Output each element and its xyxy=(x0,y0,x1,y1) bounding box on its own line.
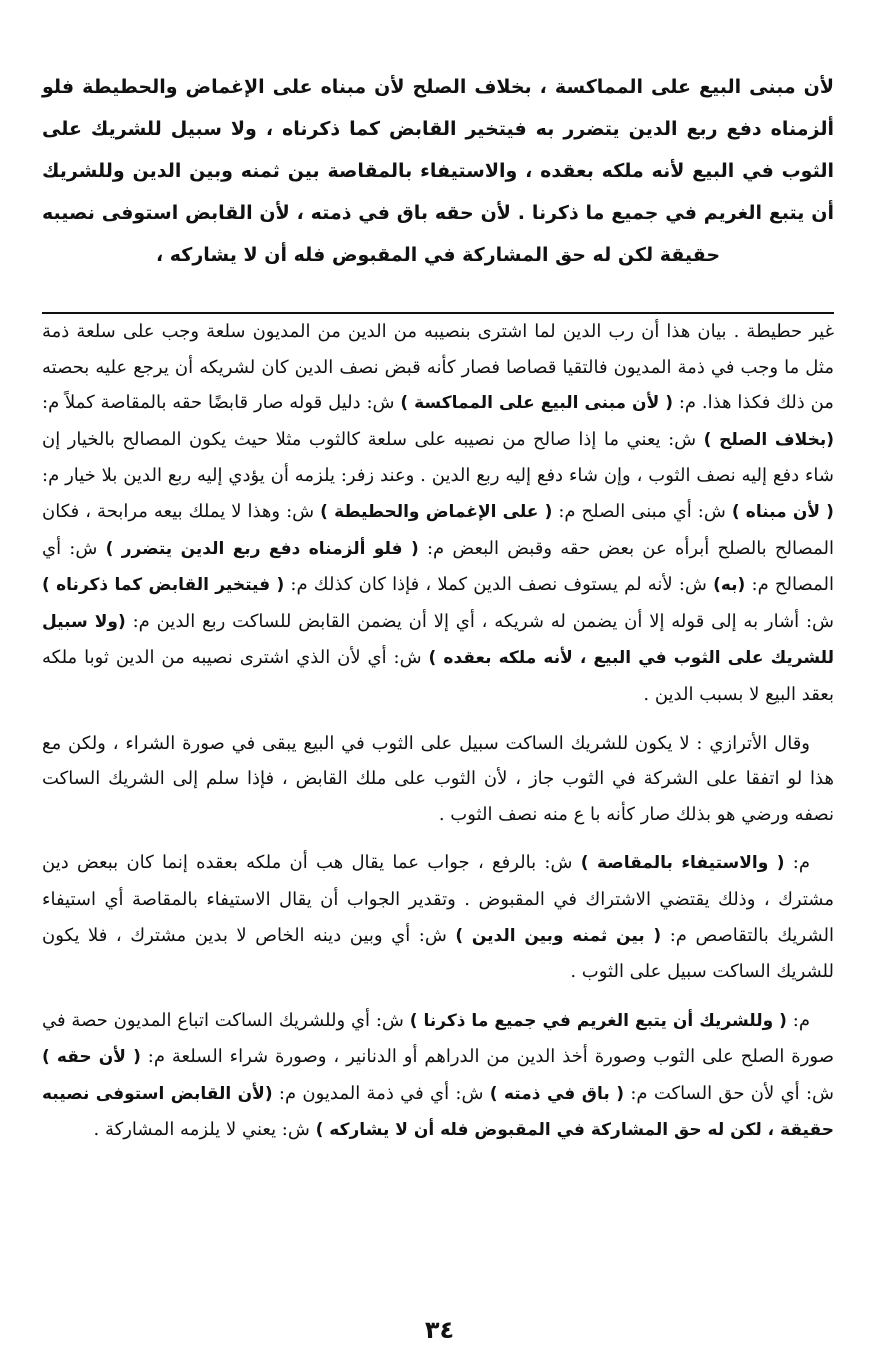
quoted-main-text: (بخلاف الصلح ) xyxy=(703,429,834,450)
commentary-text: غير حطيطة . بيان هذا أن رب الدين لما اشترى بنصيبه من الدين من المديون سلعة وجب على سلعة ذمة مثل ما وجب في ذمة المديون فالتقيا قصاصا فصار كأنه قبض نصف الدين كان لشريكه أن يرجع عليه بحصته من ذلك فكذا هذا. م: xyxy=(42,321,834,414)
commentary-text: ش: أي لأن حق الساكت م: xyxy=(630,1082,834,1104)
commentary-paragraph-2 xyxy=(42,726,834,833)
commentary-text: ش: بالرفع ، جواب عما يقال هب أن ملكه بعقده إنما كان ببعض دين مشترك ، وذلك يقتضي الاشتراك في المقبوض . وتقدير الجواب أن يقال الاستيفاء بالمقاصة أي استيفاء الشريك بالتقاصص م: xyxy=(42,852,834,946)
quoted-main-text: ( فيتخير القابض كما ذكرناه ) xyxy=(42,575,285,596)
quoted-main-text: (لأن القابض استوفى نصيبه حقيقة ، لكن له حق المشاركة في المقبوض فله أن لا يشاركه ) xyxy=(42,1083,834,1141)
commentary-text: ش: وهذا لا يملك بيعه مرابحة ، فكان المصالح بالصلح أبرأه عن بعض حقه وقبض البعض م: xyxy=(42,500,834,559)
commentary-text: ش: يعني لا يلزمه المشاركة . xyxy=(93,1119,310,1141)
commentary-text: ش: أشار به إلى قوله إلا أن يضمن له شريكه ، أي إلا أن يضمن القابض للساكت ربع الدين م: xyxy=(132,610,834,632)
quoted-main-text: ( لأن حقه ) xyxy=(42,1047,141,1068)
page-number: ٣٤ xyxy=(424,1316,455,1344)
commentary-text: ش: دليل قوله صار قابضًا حقه بالمقاصة كملاً م: xyxy=(42,392,395,414)
quoted-main-text: ( على الإغماض والحطيطة ) xyxy=(320,501,553,522)
commentary-text: ش: أي المصالح م: xyxy=(42,537,834,596)
commentary-text: ش: أي وللشريك الساكت اتباع المديون حصة في صورة الصلح على الثوب وصورة أخذ الدين من الدراهم أو الدنانير ، وصورة شراء السلعة م: xyxy=(42,1009,834,1068)
commentary-block xyxy=(42,314,834,1162)
commentary-text: ش: أي في ذمة المديون م: xyxy=(278,1082,484,1104)
quoted-main-text: ( بين ثمنه وبين الدين ) xyxy=(455,925,662,946)
quoted-main-text: ( والاستيفاء بالمقاصة ) xyxy=(580,853,785,874)
quoted-main-text: ( لأن مبناه ) xyxy=(731,501,834,522)
quoted-main-text: ( لأن مبنى البيع على المماكسة ) xyxy=(400,393,674,414)
main-text-block: لأن مبنى البيع على المماكسة ، بخلاف الصلح لأن مبناه على الإغماض والحطيطة فلو ألزمناه دفع ربع الدين يتضرر به فيتخير القابض كما ذكرناه ، ولا سبيل للشريك على الثوب في البيع لأنه ملكه بعقده ، والاستيفاء بالمقاصة بين ثمنه وبين الدين وللشريك أن يتبع الغريم في جميع ما ذكرنا . لأن حقه باق في ذمته ، لأن القابض استوفى نصيبه حقيقة لكن له حق المشاركة في المقبوض فله أن لا يشاركه ، xyxy=(42,76,834,266)
commentary-paragraph-4 xyxy=(42,1003,834,1149)
commentary-text: م: xyxy=(792,852,811,874)
commentary-text: م: xyxy=(792,1009,810,1031)
quoted-main-text: ( وللشريك أن يتبع الغريم في جميع ما ذكرنا ) xyxy=(409,1010,787,1031)
quoted-main-text: (به) xyxy=(713,575,746,596)
commentary-text: ش: لأنه لم يستوف نصف الدين كملا ، فإذا كان كذلك م: xyxy=(290,574,707,596)
commentary-text: ش: يعني ما إذا صالح من نصيبه على سلعة كالثوب مثلا حيث يكون المصالح بالخيار إن شاء دفع إليه نصف الثوب ، وإن شاء دفع إليه ربع الدين . وعند زفر: يلزمه أن يؤدي إليه ربع الدين بلا خيار م: xyxy=(42,428,834,487)
commentary-paragraph-1 xyxy=(42,314,834,713)
commentary-text: وقال الأترازي : لا يكون للشريك الساكت سبيل على الثوب في البيع يبقى في صورة الشراء ، ولكن مع هذا لو اتفقا على الشركة في الثوب جاز ، لأن الثوب على ملك القابض ، فإذا سلم إلى الشريك الساكت نصفه ورضي هو بذلك صار كأنه با ع منه نصف الثوب . xyxy=(42,732,834,825)
quoted-main-text: ( فلو ألزمناه دفع ربع الدين يتضرر ) xyxy=(105,538,419,559)
commentary-paragraph-3 xyxy=(42,845,834,989)
commentary-text: ش: أي مبنى الصلح م: xyxy=(558,500,726,522)
quoted-main-text: ( باق في ذمته ) xyxy=(489,1083,625,1104)
commentary-text: ش: أي لأن الذي اشترى نصيبه من الدين ثوبا ملكه بعقد البيع لا بسبب الدين . xyxy=(42,647,834,705)
commentary-text: ش: أي وبين دينه الخاص لا بدين مشترك ، فلا يكون للشريك الساكت سبيل على الثوب . xyxy=(42,924,834,983)
quoted-main-text: (ولا سبيل للشريك على الثوب في البيع ، لأنه ملكه بعقده ) xyxy=(42,611,834,669)
